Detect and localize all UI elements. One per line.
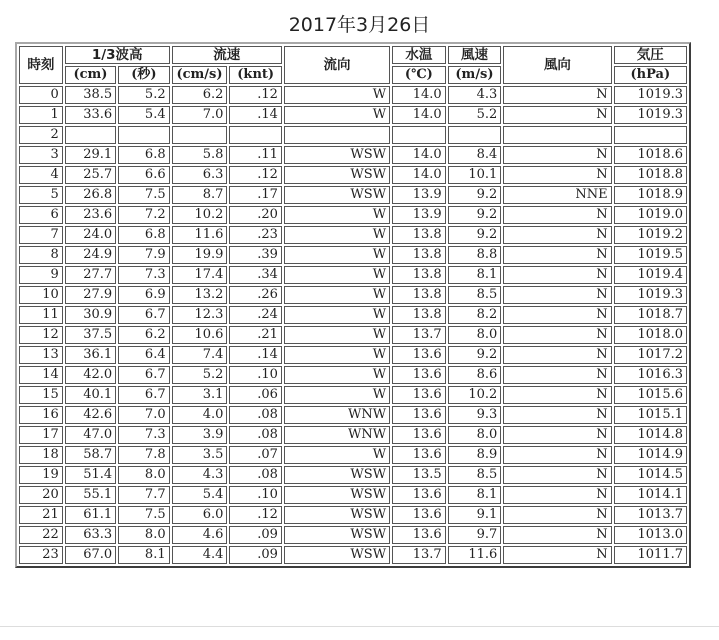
cell-wave-period — [118, 126, 169, 144]
cell-pressure: 1013.7 — [614, 506, 687, 524]
cell-wave-period: 7.5 — [118, 506, 169, 524]
cell-pressure: 1014.5 — [614, 466, 687, 484]
cell-pressure: 1011.7 — [614, 546, 687, 564]
cell-wave-period: 7.7 — [118, 486, 169, 504]
cell-current-knt: .10 — [229, 366, 282, 384]
cell-current-knt: .12 — [229, 86, 282, 104]
cell-wind-direction: N — [503, 286, 611, 304]
cell-current-knt: .23 — [229, 226, 282, 244]
table-row — [19, 146, 687, 164]
cell-current-direction: W — [284, 346, 390, 364]
table-row — [19, 486, 687, 504]
table-row — [19, 326, 687, 344]
table-row — [19, 206, 687, 224]
cell-wave-height — [65, 126, 116, 144]
cell-current-direction: W — [284, 226, 390, 244]
cell-wind-speed: 5.2 — [448, 106, 502, 124]
cell-current-direction: W — [284, 266, 390, 284]
cell-time: 0 — [19, 86, 63, 104]
cell-current-direction: WSW — [284, 546, 390, 564]
cell-wind-speed: 8.0 — [448, 426, 502, 444]
cell-water-temp: 13.8 — [392, 246, 446, 264]
cell-time: 21 — [19, 506, 63, 524]
cell-wind-speed: 8.4 — [448, 146, 502, 164]
cell-time: 18 — [19, 446, 63, 464]
cell-wind-direction: N — [503, 406, 611, 424]
cell-water-temp: 13.6 — [392, 386, 446, 404]
cell-current-knt: .09 — [229, 546, 282, 564]
cell-wind-speed: 9.3 — [448, 406, 502, 424]
cell-wave-period: 6.7 — [118, 306, 169, 324]
col-header-time: 時刻 — [19, 46, 63, 84]
cell-current-cms: 11.6 — [172, 226, 228, 244]
cell-pressure: 1019.0 — [614, 206, 687, 224]
table-row — [19, 286, 687, 304]
cell-water-temp: 13.5 — [392, 466, 446, 484]
cell-water-temp: 14.0 — [392, 166, 446, 184]
table-row — [19, 346, 687, 364]
cell-wave-period: 7.9 — [118, 246, 169, 264]
cell-current-direction: WSW — [284, 506, 390, 524]
cell-wind-direction: N — [503, 326, 611, 344]
cell-wind-direction: N — [503, 246, 611, 264]
cell-time: 19 — [19, 466, 63, 484]
cell-time: 5 — [19, 186, 63, 204]
cell-time: 7 — [19, 226, 63, 244]
cell-current-cms: 7.0 — [172, 106, 228, 124]
cell-current-direction: W — [284, 206, 390, 224]
cell-wind-speed: 10.2 — [448, 386, 502, 404]
cell-wind-direction: N — [503, 206, 611, 224]
cell-wind-speed: 9.2 — [448, 206, 502, 224]
cell-current-cms: 6.2 — [172, 86, 228, 104]
cell-pressure: 1018.9 — [614, 186, 687, 204]
cell-current-cms: 19.9 — [172, 246, 228, 264]
cell-pressure: 1014.9 — [614, 446, 687, 464]
cell-wind-direction: N — [503, 86, 611, 104]
cell-current-knt: .07 — [229, 446, 282, 464]
cell-wave-height: 37.5 — [65, 326, 116, 344]
cell-current-knt: .08 — [229, 426, 282, 444]
cell-current-knt: .12 — [229, 166, 282, 184]
cell-time: 1 — [19, 106, 63, 124]
cell-time: 15 — [19, 386, 63, 404]
cell-wind-direction: N — [503, 446, 611, 464]
cell-current-knt: .08 — [229, 406, 282, 424]
cell-current-knt — [229, 126, 282, 144]
cell-time: 9 — [19, 266, 63, 284]
table-row — [19, 86, 687, 104]
cell-wave-period: 6.8 — [118, 146, 169, 164]
cell-water-temp: 13.8 — [392, 306, 446, 324]
cell-water-temp: 13.7 — [392, 326, 446, 344]
header-row-main — [19, 46, 687, 64]
unit-current-cms: (cm/s) — [172, 66, 228, 84]
cell-current-direction: W — [284, 446, 390, 464]
cell-wave-height: 33.6 — [65, 106, 116, 124]
page-title: 2017年3月26日 — [288, 14, 431, 36]
cell-current-direction: WSW — [284, 466, 390, 484]
cell-wave-period: 6.7 — [118, 386, 169, 404]
cell-pressure: 1019.3 — [614, 106, 687, 124]
cell-current-direction: WSW — [284, 186, 390, 204]
cell-time: 4 — [19, 166, 63, 184]
cell-pressure: 1014.8 — [614, 426, 687, 444]
col-header-wave-height: 1/3波高 — [65, 46, 170, 64]
cell-wave-height: 27.7 — [65, 266, 116, 284]
cell-current-direction: WSW — [284, 146, 390, 164]
cell-wave-height: 61.1 — [65, 506, 116, 524]
unit-wind-speed: (m/s) — [448, 66, 502, 84]
cell-current-knt: .20 — [229, 206, 282, 224]
cell-wind-speed: 8.1 — [448, 266, 502, 284]
cell-current-cms: 10.6 — [172, 326, 228, 344]
cell-current-direction: WSW — [284, 526, 390, 544]
cell-current-cms: 13.2 — [172, 286, 228, 304]
cell-wave-period: 8.0 — [118, 466, 169, 484]
cell-water-temp: 13.6 — [392, 406, 446, 424]
cell-wave-period: 5.2 — [118, 86, 169, 104]
cell-wave-period: 7.3 — [118, 426, 169, 444]
cell-pressure: 1018.8 — [614, 166, 687, 184]
cell-current-cms: 12.3 — [172, 306, 228, 324]
cell-water-temp: 13.8 — [392, 286, 446, 304]
cell-wave-height: 58.7 — [65, 446, 116, 464]
cell-current-knt: .11 — [229, 146, 282, 164]
unit-water-temp: (℃) — [392, 66, 446, 84]
cell-water-temp: 14.0 — [392, 86, 446, 104]
cell-wind-direction: N — [503, 346, 611, 364]
cell-water-temp: 14.0 — [392, 146, 446, 164]
cell-wave-period: 8.1 — [118, 546, 169, 564]
cell-wave-period: 7.2 — [118, 206, 169, 224]
cell-time: 10 — [19, 286, 63, 304]
cell-wave-period: 6.6 — [118, 166, 169, 184]
cell-time: 22 — [19, 526, 63, 544]
cell-wind-speed: 8.0 — [448, 326, 502, 344]
cell-pressure — [614, 126, 687, 144]
cell-pressure: 1019.3 — [614, 286, 687, 304]
table-frame — [15, 42, 691, 568]
cell-pressure: 1019.4 — [614, 266, 687, 284]
cell-current-knt: .08 — [229, 466, 282, 484]
cell-wave-height: 25.7 — [65, 166, 116, 184]
col-header-current-speed: 流速 — [172, 46, 282, 64]
cell-current-knt: .10 — [229, 486, 282, 504]
cell-wave-height: 55.1 — [65, 486, 116, 504]
cell-wind-direction: N — [503, 146, 611, 164]
cell-current-direction: W — [284, 86, 390, 104]
cell-wind-speed: 8.8 — [448, 246, 502, 264]
table-row — [19, 546, 687, 564]
table-row — [19, 166, 687, 184]
cell-wave-height: 24.0 — [65, 226, 116, 244]
cell-wave-height: 42.6 — [65, 406, 116, 424]
cell-pressure: 1018.0 — [614, 326, 687, 344]
cell-current-cms: 5.4 — [172, 486, 228, 504]
cell-wind-direction: N — [503, 306, 611, 324]
cell-wave-period: 6.2 — [118, 326, 169, 344]
cell-wind-direction: N — [503, 426, 611, 444]
cell-current-knt: .26 — [229, 286, 282, 304]
cell-pressure: 1017.2 — [614, 346, 687, 364]
cell-current-cms: 17.4 — [172, 266, 228, 284]
cell-time: 23 — [19, 546, 63, 564]
cell-wind-speed: 8.5 — [448, 466, 502, 484]
cell-current-cms: 5.8 — [172, 146, 228, 164]
cell-current-direction: W — [284, 386, 390, 404]
cell-current-knt: .21 — [229, 326, 282, 344]
cell-time: 2 — [19, 126, 63, 144]
cell-wind-speed: 9.2 — [448, 186, 502, 204]
cell-wave-height: 27.9 — [65, 286, 116, 304]
cell-wave-height: 30.9 — [65, 306, 116, 324]
col-header-wind-direction: 風向 — [503, 46, 611, 84]
cell-current-knt: .24 — [229, 306, 282, 324]
cell-time: 14 — [19, 366, 63, 384]
cell-wind-speed: 11.6 — [448, 546, 502, 564]
cell-current-direction: W — [284, 366, 390, 384]
cell-current-direction: WSW — [284, 486, 390, 504]
table-body — [19, 86, 687, 564]
cell-wave-period: 6.9 — [118, 286, 169, 304]
cell-water-temp: 13.6 — [392, 526, 446, 544]
cell-wind-direction: N — [503, 546, 611, 564]
cell-water-temp: 13.6 — [392, 506, 446, 524]
cell-wind-speed: 8.6 — [448, 366, 502, 384]
cell-current-cms: 3.9 — [172, 426, 228, 444]
cell-current-cms: 6.3 — [172, 166, 228, 184]
cell-current-direction: W — [284, 286, 390, 304]
cell-pressure: 1013.0 — [614, 526, 687, 544]
observation-table — [17, 44, 689, 566]
cell-current-knt: .17 — [229, 186, 282, 204]
cell-pressure: 1015.1 — [614, 406, 687, 424]
cell-time: 12 — [19, 326, 63, 344]
cell-water-temp: 13.6 — [392, 426, 446, 444]
cell-current-cms: 4.0 — [172, 406, 228, 424]
cell-water-temp: 13.6 — [392, 346, 446, 364]
cell-water-temp: 13.6 — [392, 446, 446, 464]
cell-wind-speed: 10.1 — [448, 166, 502, 184]
unit-wave-period: (秒) — [118, 66, 169, 84]
cell-current-knt: .34 — [229, 266, 282, 284]
cell-current-knt: .39 — [229, 246, 282, 264]
cell-time: 11 — [19, 306, 63, 324]
cell-current-cms: 4.6 — [172, 526, 228, 544]
cell-current-cms: 4.3 — [172, 466, 228, 484]
cell-wind-speed: 9.7 — [448, 526, 502, 544]
cell-wind-direction: N — [503, 506, 611, 524]
table-row — [19, 386, 687, 404]
table-row — [19, 226, 687, 244]
unit-wave-height: (cm) — [65, 66, 116, 84]
cell-current-direction: WNW — [284, 406, 390, 424]
cell-water-temp — [392, 126, 446, 144]
cell-pressure: 1015.6 — [614, 386, 687, 404]
cell-wind-speed: 8.5 — [448, 286, 502, 304]
cell-wave-period: 7.8 — [118, 446, 169, 464]
cell-current-cms: 10.2 — [172, 206, 228, 224]
cell-wave-period: 6.4 — [118, 346, 169, 364]
col-header-pressure: 気圧 — [614, 46, 687, 64]
cell-wave-height: 67.0 — [65, 546, 116, 564]
cell-wind-speed: 9.2 — [448, 346, 502, 364]
cell-current-knt: .14 — [229, 346, 282, 364]
cell-wave-height: 47.0 — [65, 426, 116, 444]
cell-time: 3 — [19, 146, 63, 164]
cell-wind-direction: N — [503, 226, 611, 244]
table-row — [19, 126, 687, 144]
cell-wave-height: 24.9 — [65, 246, 116, 264]
cell-pressure: 1019.2 — [614, 226, 687, 244]
table-row — [19, 506, 687, 524]
cell-wave-height: 36.1 — [65, 346, 116, 364]
cell-current-direction — [284, 126, 390, 144]
cell-wind-speed: 9.1 — [448, 506, 502, 524]
cell-wind-direction: N — [503, 106, 611, 124]
cell-wind-speed: 9.2 — [448, 226, 502, 244]
cell-wave-period: 6.7 — [118, 366, 169, 384]
cell-wind-speed: 4.3 — [448, 86, 502, 104]
cell-water-temp: 13.7 — [392, 546, 446, 564]
cell-current-direction: WNW — [284, 426, 390, 444]
cell-wave-height: 38.5 — [65, 86, 116, 104]
table-row — [19, 106, 687, 124]
cell-wave-height: 42.0 — [65, 366, 116, 384]
cell-water-temp: 13.8 — [392, 226, 446, 244]
page-divider — [0, 626, 719, 627]
cell-current-direction: W — [284, 326, 390, 344]
cell-pressure: 1019.5 — [614, 246, 687, 264]
cell-wind-direction: N — [503, 466, 611, 484]
cell-pressure: 1018.6 — [614, 146, 687, 164]
cell-wave-period: 8.0 — [118, 526, 169, 544]
cell-wave-height: 40.1 — [65, 386, 116, 404]
cell-wind-direction: N — [503, 486, 611, 504]
col-header-wind-speed: 風速 — [448, 46, 502, 64]
cell-pressure: 1014.1 — [614, 486, 687, 504]
cell-current-cms: 6.0 — [172, 506, 228, 524]
cell-current-cms: 8.7 — [172, 186, 228, 204]
cell-water-temp: 14.0 — [392, 106, 446, 124]
cell-current-direction: WSW — [284, 166, 390, 184]
cell-wind-speed: 8.1 — [448, 486, 502, 504]
cell-current-direction: W — [284, 306, 390, 324]
cell-current-knt: .12 — [229, 506, 282, 524]
cell-current-cms: 7.4 — [172, 346, 228, 364]
cell-current-cms: 5.2 — [172, 366, 228, 384]
cell-wind-speed — [448, 126, 502, 144]
cell-current-knt: .14 — [229, 106, 282, 124]
table-row — [19, 406, 687, 424]
cell-pressure: 1018.7 — [614, 306, 687, 324]
cell-wave-period: 6.8 — [118, 226, 169, 244]
cell-current-cms: 3.5 — [172, 446, 228, 464]
cell-wind-direction — [503, 126, 611, 144]
table-row — [19, 526, 687, 544]
cell-wave-height: 63.3 — [65, 526, 116, 544]
table-row — [19, 466, 687, 484]
cell-wave-period: 7.5 — [118, 186, 169, 204]
cell-current-cms: 3.1 — [172, 386, 228, 404]
cell-wave-height: 51.4 — [65, 466, 116, 484]
cell-wind-direction: N — [503, 266, 611, 284]
table-row — [19, 446, 687, 464]
cell-water-temp: 13.9 — [392, 186, 446, 204]
cell-water-temp: 13.6 — [392, 366, 446, 384]
cell-water-temp: 13.8 — [392, 266, 446, 284]
cell-wind-speed: 8.2 — [448, 306, 502, 324]
cell-wind-direction: N — [503, 526, 611, 544]
cell-wave-period: 5.4 — [118, 106, 169, 124]
table-header — [19, 46, 687, 84]
cell-time: 13 — [19, 346, 63, 364]
cell-wind-direction: NNE — [503, 186, 611, 204]
table-row — [19, 366, 687, 384]
cell-wind-direction: N — [503, 386, 611, 404]
cell-wind-speed: 8.9 — [448, 446, 502, 464]
table-row — [19, 426, 687, 444]
table-row — [19, 306, 687, 324]
cell-time: 6 — [19, 206, 63, 224]
cell-wave-period: 7.0 — [118, 406, 169, 424]
cell-pressure: 1019.3 — [614, 86, 687, 104]
cell-time: 8 — [19, 246, 63, 264]
col-header-current-direction: 流向 — [284, 46, 390, 84]
table-row — [19, 186, 687, 204]
cell-time: 17 — [19, 426, 63, 444]
cell-pressure: 1016.3 — [614, 366, 687, 384]
cell-current-cms: 4.4 — [172, 546, 228, 564]
cell-wind-direction: N — [503, 166, 611, 184]
cell-time: 16 — [19, 406, 63, 424]
cell-water-temp: 13.9 — [392, 206, 446, 224]
cell-current-cms — [172, 126, 228, 144]
cell-current-knt: .06 — [229, 386, 282, 404]
cell-current-knt: .09 — [229, 526, 282, 544]
col-header-water-temp: 水温 — [392, 46, 446, 64]
unit-pressure: (hPa) — [614, 66, 687, 84]
cell-wind-direction: N — [503, 366, 611, 384]
cell-wave-height: 23.6 — [65, 206, 116, 224]
unit-current-knt: (knt) — [229, 66, 282, 84]
cell-wave-period: 7.3 — [118, 266, 169, 284]
cell-wave-height: 29.1 — [65, 146, 116, 164]
table-row — [19, 266, 687, 284]
table-row — [19, 246, 687, 264]
cell-water-temp: 13.6 — [392, 486, 446, 504]
cell-wave-height: 26.8 — [65, 186, 116, 204]
cell-current-direction: W — [284, 246, 390, 264]
cell-current-direction: W — [284, 106, 390, 124]
cell-time: 20 — [19, 486, 63, 504]
